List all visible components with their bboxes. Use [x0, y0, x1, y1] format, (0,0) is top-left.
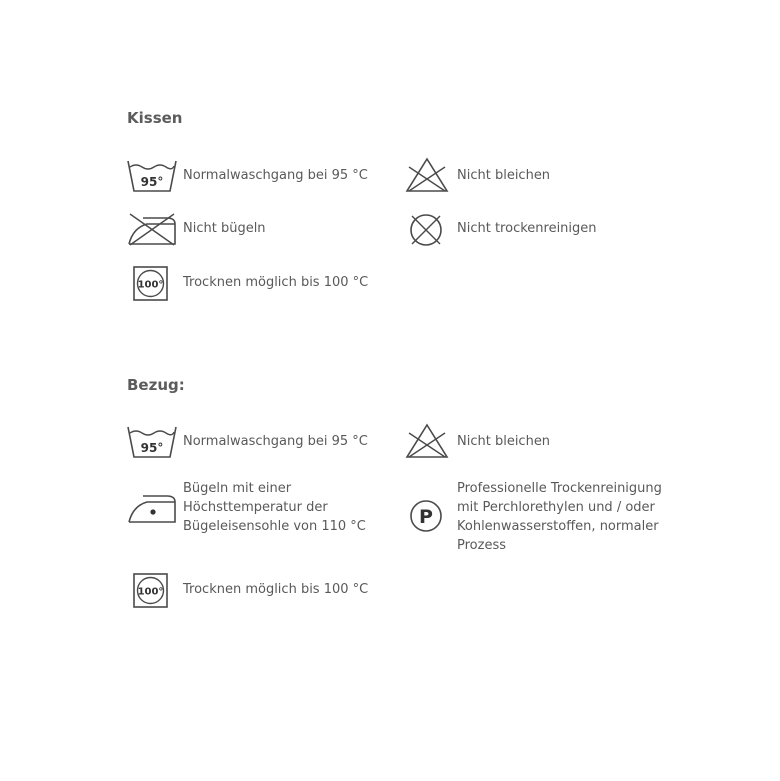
no-bleach-icon — [405, 423, 449, 459]
tumble-dry-100-icon — [133, 266, 168, 301]
iron-low-icon — [127, 490, 177, 524]
item-label: Trocknen möglich bis 100 °C — [183, 275, 369, 290]
item-label: Normalwaschgang bei 95 °C — [183, 168, 368, 183]
item-label: Trocknen möglich bis 100 °C — [183, 582, 369, 597]
item-label-multiline: Professionelle Trockenreinigung mit Perchlorethylen und / oder Kohlenwasserstoffen, normaler Prozess — [457, 481, 662, 553]
item-label: Nicht bügeln — [183, 221, 266, 236]
professional-dry-clean-p-icon — [408, 498, 444, 534]
section-heading-bezug: Bezug: — [127, 376, 185, 394]
item-label: Nicht bleichen — [457, 168, 551, 183]
no-bleach-icon — [405, 157, 449, 193]
item-label: Normalwaschgang bei 95 °C — [183, 434, 368, 449]
wash-95-icon — [127, 159, 177, 193]
section-heading-kissen: Kissen — [127, 109, 183, 127]
svg-text:P: P — [419, 506, 433, 528]
wash-95-icon — [127, 425, 177, 459]
item-label: Nicht bleichen — [457, 434, 551, 449]
item-label: Nicht trockenreinigen — [457, 221, 597, 236]
tumble-dry-100-icon — [133, 573, 168, 608]
no-iron-icon — [127, 212, 177, 246]
no-dry-clean-icon — [408, 212, 444, 248]
item-label-multiline: Bügeln mit einer Höchsttemperatur der Bügeleisensohle von 110 °C — [183, 481, 366, 534]
svg-text:95°: 95° — [140, 175, 164, 189]
svg-text:100°: 100° — [137, 279, 164, 291]
svg-text:100°: 100° — [137, 586, 164, 598]
svg-text:95°: 95° — [140, 441, 164, 455]
